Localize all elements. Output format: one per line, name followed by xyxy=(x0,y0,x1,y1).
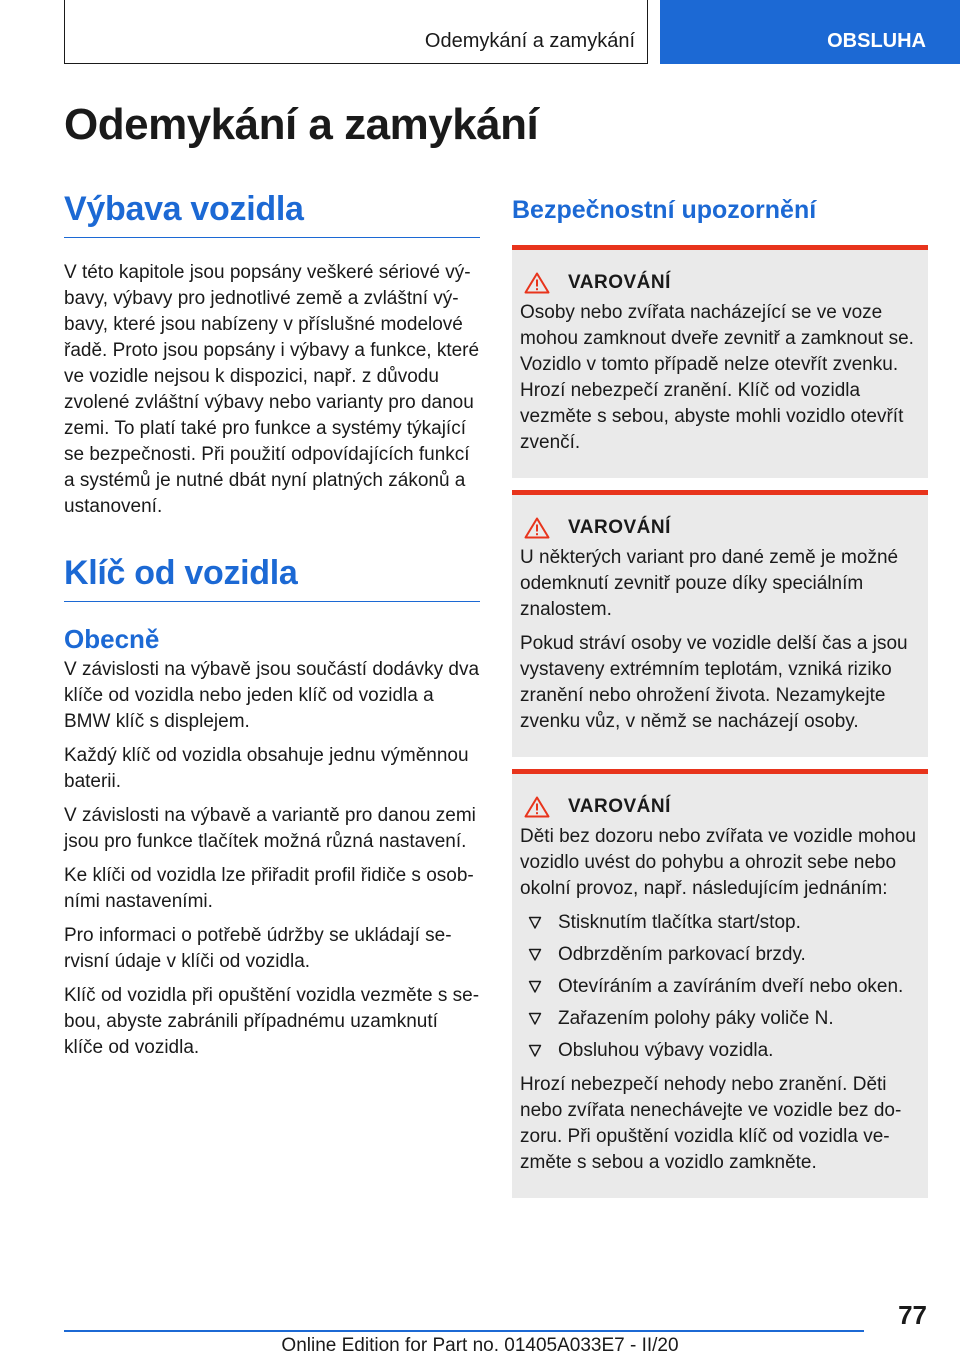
warning-title: VAROVÁNÍ xyxy=(568,517,671,538)
heading-key: Klíč od vozidla xyxy=(64,554,480,602)
heading-safety: Bezpečnostní upozornění xyxy=(512,196,817,224)
triangle-bullet-icon xyxy=(528,1044,542,1058)
triangle-bullet-icon xyxy=(528,1012,542,1026)
key-paragraph: V závislosti na výbavě jsou součástí dodávky dva klíče od vozidla nebo jeden klíč od vozidla a BMW klíč s displejem. xyxy=(64,659,480,732)
warning-triangle-icon xyxy=(524,796,550,818)
list-item xyxy=(520,1006,920,1032)
list-item-text: Stisknutím tlačítka start/stop. xyxy=(558,912,801,933)
triangle-bullet-icon xyxy=(528,948,542,962)
list-item-text: Otevíráním a zavíráním dveří nebo oken. xyxy=(558,976,904,997)
warning-text: U některých variant pro dané země je možné odemknutí zevnitř pouze díky speciálním znalostem. xyxy=(520,547,899,620)
list-item xyxy=(520,1038,920,1064)
right-column xyxy=(512,190,928,1210)
warning-box xyxy=(512,490,928,757)
warning-box xyxy=(512,769,928,1198)
heading-equipment: Výbava vozidla xyxy=(64,190,480,238)
key-paragraph: Klíč od vozidla při opuštění vozidla vezměte s sebou, abyste zabránili případnému uzamknutí klíče od vozidla. xyxy=(64,985,480,1058)
list-item xyxy=(520,910,920,936)
key-paragraph: Pro informaci o potřebě údržby se ukládají servisní údaje v klíči od vozidla. xyxy=(64,925,452,972)
warning-intro: Děti bez dozoru nebo zvířata ve vozidle mohou vozidlo uvést do pohybu a ohrozit sebe nebo okolní provoz, např. následujícím jednáním: xyxy=(520,826,917,899)
warning-header xyxy=(520,272,920,294)
warning-triangle-icon xyxy=(524,272,550,294)
key-paragraph: Ke klíči od vozidla lze přiřadit profil řidiče s osobními nastaveními. xyxy=(64,865,474,912)
header-section-title: Odemykání a zamykání xyxy=(424,30,635,52)
equipment-text: V této kapitole jsou popsány veškeré sériové výbavy, výbavy pro jednotlivé země a zvláštní výbavy, které jsou nabízeny v příslušné modelové řadě. Proto jsou popsány i výbavy a funkce, které ve vozidle nejsou k dispozici, např. z důvodu zvolené zvláštní výbavy nebo varianty pro danou zemi. To platí také pro funkce a systémy týkající se bezpečnosti. Při použití odpovídajících funkcí a systémů je nutné dbát nyní platných zákonů a ustanovení. xyxy=(64,262,480,517)
warning-title: VAROVÁNÍ xyxy=(568,796,671,817)
list-item xyxy=(520,942,920,968)
list-item xyxy=(520,974,920,1000)
triangle-bullet-icon xyxy=(528,916,542,930)
warning-header xyxy=(520,796,920,818)
warning-title: VAROVÁNÍ xyxy=(568,272,671,293)
warning-list xyxy=(520,910,920,1064)
chapter-tab-label: OBSLUHA xyxy=(827,30,926,52)
subheading-general: Obecně xyxy=(64,624,160,654)
warning-outro: Hrozí nebezpečí nehody nebo zranění. Děti nebo zvířata nenechávejte ve vozidle bez dozoru. Při opuštění vozidla klíč od vozidla vezměte s sebou a vozidlo zamkněte. xyxy=(520,1074,902,1173)
list-item-text: Obsluhou výbavy vozidla. xyxy=(558,1040,774,1061)
left-column xyxy=(64,190,480,1069)
list-item-text: Odbrzděním parkovací brzdy. xyxy=(558,944,806,965)
warning-text: Osoby nebo zvířata nacházející se ve voze mohou zamknout dveře zevnitř a zamknout se. Vozidlo v tomto případě nelze otevřít zvenku. Hrozí nebezpečí zranění. Klíč od vozidla vezměte s sebou, abyste mohli vozidlo otevřít zvenčí. xyxy=(520,302,914,453)
warning-text: Pokud stráví osoby ve vozidle delší čas a jsou vystaveny extrémním teplotám, vzniká riziko zranění nebo ohrožení života. Nezamykejte zvenku vůz, v němž se nacházejí osoby. xyxy=(520,633,908,732)
page-title: Odemykání a zamykání xyxy=(64,100,539,149)
list-item-text: Zařazením polohy páky voliče N. xyxy=(558,1008,834,1029)
footer-edition: Online Edition for Part no. 01405A033E7 - II/20 xyxy=(281,1335,679,1356)
footer-divider xyxy=(64,1330,864,1332)
chapter-tab xyxy=(660,0,960,64)
warning-triangle-icon xyxy=(524,517,550,539)
warning-header xyxy=(520,517,920,539)
key-paragraph: Každý klíč od vozidla obsahuje jednu výměnnou baterii. xyxy=(64,745,469,792)
page-number: 77 xyxy=(898,1300,927,1330)
warning-box xyxy=(512,245,928,478)
key-paragraph: V závislosti na výbavě a variantě pro danou zemi jsou pro funkce tlačítek možná různá nastavení. xyxy=(64,805,476,852)
header-section-box xyxy=(64,0,648,64)
triangle-bullet-icon xyxy=(528,980,542,994)
